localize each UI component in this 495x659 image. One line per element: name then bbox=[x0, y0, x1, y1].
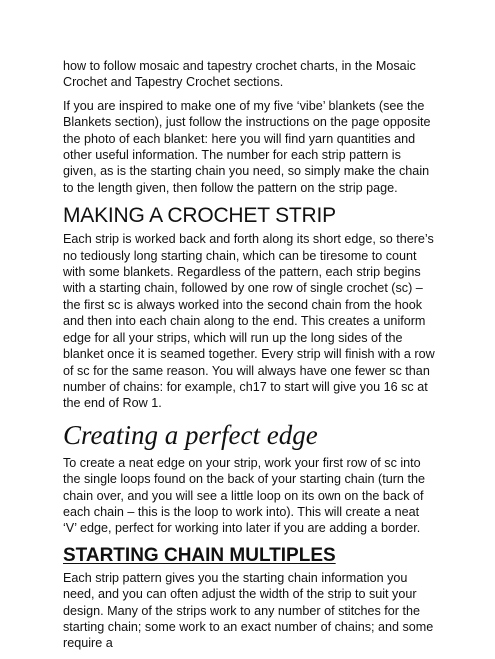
strip-paragraph: Each strip is worked back and forth along its short edge, so there’s no tediously long starting chain, which can be tiresome to count with some blankets. Regardless of the pattern, each strip begins with a starting chain, followed by one row of single crochet (sc) – the first sc is always worked into the second chain from the hook and then into each chain along to the end. This creates a uniform edge for all your strips, which will run up the long sides of the blanket once it is seamed together. Every strip will finish with a row of sc for the same reason. You will always have one fewer sc than number of chains: for example, ch17 to start will give you 16 sc at the end of Row 1. bbox=[63, 232, 435, 411]
edge-paragraph: To create a neat edge on your strip, work your first row of sc into the single loops found on the back of your starting chain (turn the chain over, and you will see a little loop on its own on the back of each chain – this is the loop to work into). This will create a neat ‘V’ edge, perfect for working into later if you are adding a border. bbox=[63, 455, 425, 536]
intro-paragraph-1: how to follow mosaic and tapestry crochet charts, in the Mosaic Crochet and Tapestry Crochet sections. bbox=[63, 59, 416, 90]
page-content bbox=[63, 58, 435, 659]
heading-creating-perfect-edge: Creating a perfect edge bbox=[63, 419, 318, 450]
heading-making-crochet-strip: MAKING A CROCHET STRIP bbox=[63, 204, 336, 228]
heading-starting-chain-multiples: STARTING CHAIN MULTIPLES bbox=[63, 544, 336, 566]
intro-paragraph-2: If you are inspired to make one of my five ‘vibe’ blankets (see the Blankets section), just follow the instructions on the page opposite the photo of each blanket: here you will find yarn quantities and other useful information. The number for each strip pattern is given, as is the starting chain you need, so simply make the chain to the length given, then follow the pattern on the strip page. bbox=[63, 98, 431, 195]
multiples-paragraph: Each strip pattern gives you the starting chain information you need, and you can often adjust the width of the strip to suit your design. Many of the strips work to any number of stitches for the starting chain; some work to an exact number of chains; and some require a bbox=[63, 570, 434, 651]
